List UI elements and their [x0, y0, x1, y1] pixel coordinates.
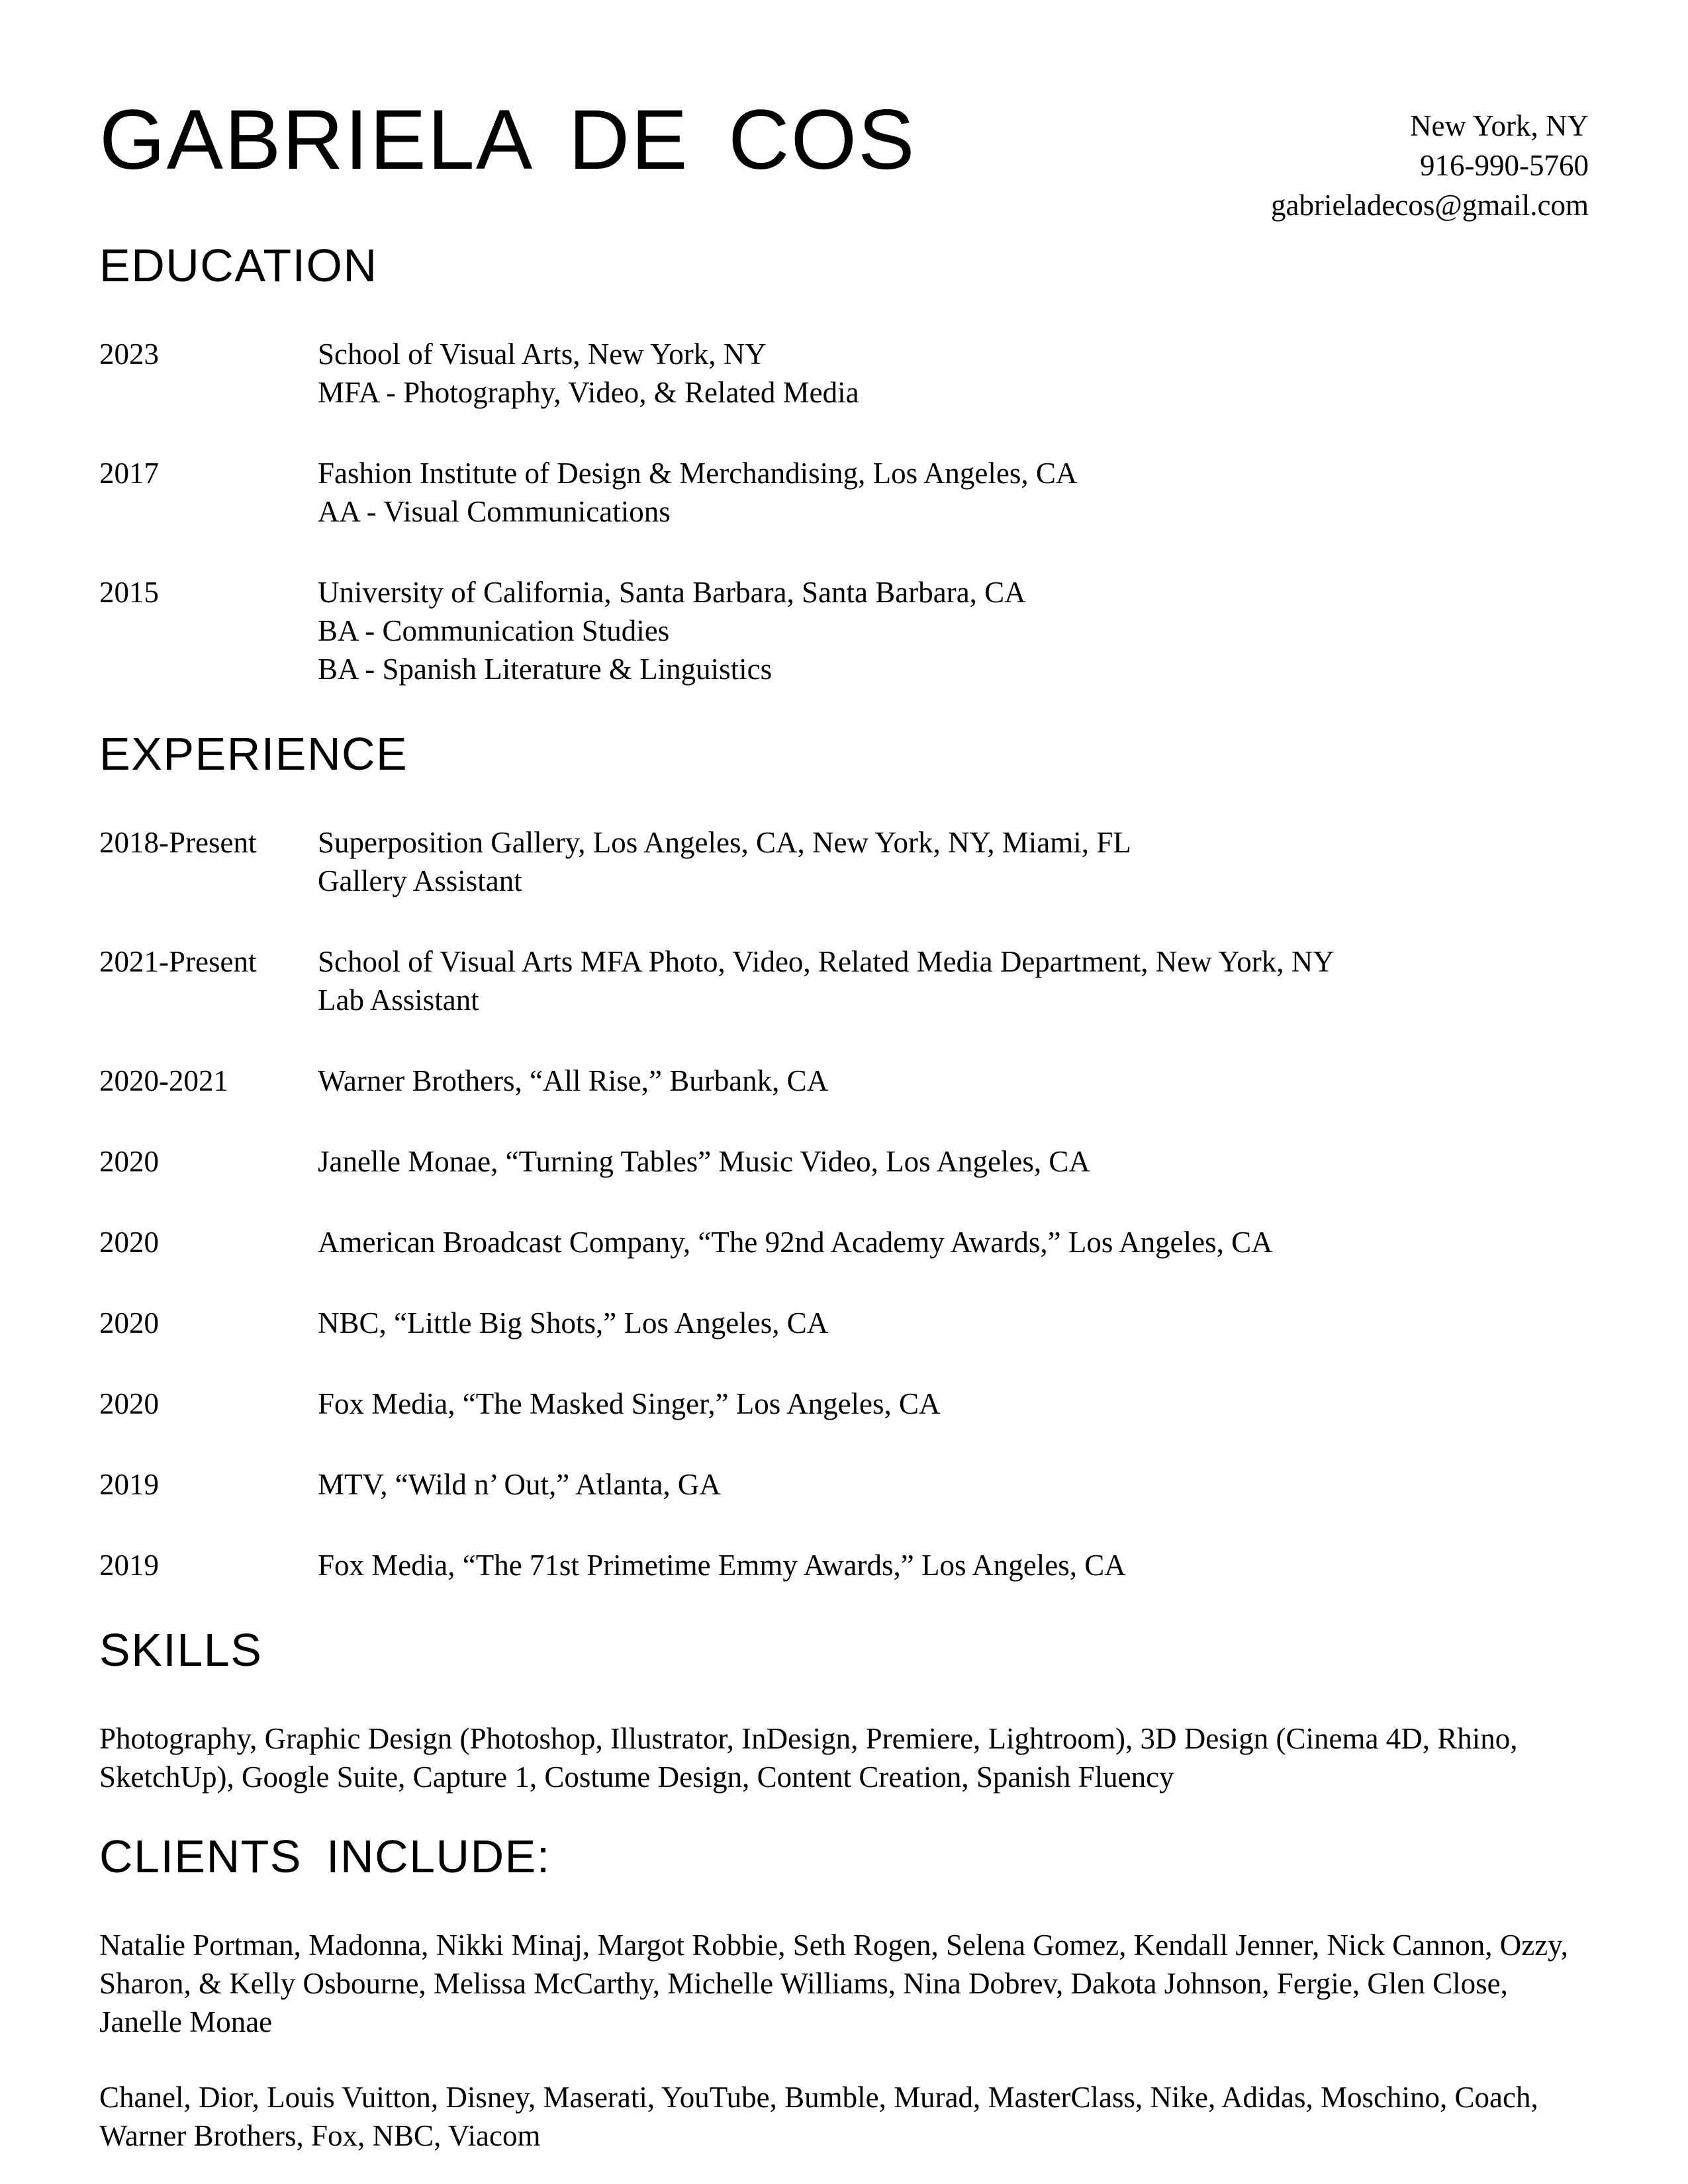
entry-year: 2021-Present: [99, 945, 257, 978]
experience-entry: [99, 1142, 1589, 1181]
section-title-education: EDUCATION: [99, 240, 378, 291]
experience-entry: [99, 1223, 1589, 1261]
entry-details: [318, 1546, 1589, 1584]
entry-year: 2020: [99, 1226, 159, 1259]
experience-entry: [99, 1304, 1589, 1342]
skills-text: Photography, Graphic Design (Photoshop, Illustrator, InDesign, Premiere, Lightroom), 3D Design (Cinema 4D, Rhino, SketchUp), Google Suite, Capture 1, Costume Design, Content Creation, Spanish Fluency: [99, 1722, 1518, 1794]
section-title-clients: CLIENTS INCLUDE:: [99, 1831, 551, 1882]
entry-year: 2019: [99, 1549, 159, 1582]
entry-line: BA - Spanish Literature & Linguistics: [318, 653, 773, 686]
entry-line: NBC, “Little Big Shots,” Los Angeles, CA: [318, 1306, 829, 1340]
entry-year: 2020: [99, 1306, 159, 1340]
entry-details: [318, 454, 1589, 531]
experience-entry: [99, 1385, 1589, 1423]
entry-line: Fox Media, “The 71st Primetime Emmy Awards,” Los Angeles, CA: [318, 1549, 1126, 1582]
entry-details: [318, 823, 1589, 900]
entry-line: School of Visual Arts MFA Photo, Video, Related Media Department, New York, NY: [318, 945, 1335, 978]
entry-line: BA - Communication Studies: [318, 614, 670, 647]
entry-line: School of Visual Arts, New York, NY: [318, 338, 767, 371]
education-entry: [99, 454, 1589, 531]
contact-phone: 916-990-5760: [1420, 149, 1589, 182]
entry-year: 2015: [99, 576, 159, 609]
entry-details: [318, 1062, 1589, 1100]
header: [99, 93, 1589, 225]
clients-celebrities: Natalie Portman, Madonna, Nikki Minaj, Margot Robbie, Seth Rogen, Selena Gomez, Kendall Jenner, Nick Cannon, Ozzy, Sharon, & Kelly Osbourne, Melissa McCarthy, Michelle Williams, Nina Dobrev, Dakota Johnson, Fergie, Glen Close, Janelle Monae: [99, 1929, 1568, 2038]
entry-year: 2017: [99, 457, 159, 490]
clients-brands: Chanel, Dior, Louis Vuitton, Disney, Maserati, YouTube, Bumble, Murad, MasterClass, Nike, Adidas, Moschino, Coach, Warner Brothers, Fox, NBC, Viacom: [99, 2081, 1538, 2152]
entry-line: Superposition Gallery, Los Angeles, CA, New York, NY, Miami, FL: [318, 826, 1131, 859]
entry-line: Fox Media, “The Masked Singer,” Los Angeles, CA: [318, 1387, 941, 1420]
entry-line: MFA - Photography, Video, & Related Media: [318, 376, 859, 409]
contact-email: gabrieladecos@gmail.com: [1270, 189, 1589, 222]
entry-line: Gallery Assistant: [318, 864, 522, 897]
experience-entry: [99, 1465, 1589, 1504]
section-title-skills: SKILLS: [99, 1624, 263, 1676]
entry-line: Janelle Monae, “Turning Tables” Music Video, Los Angeles, CA: [318, 1145, 1090, 1178]
section-title-experience: EXPERIENCE: [99, 728, 408, 780]
entry-details: [318, 1465, 1589, 1504]
entry-year: 2020: [99, 1145, 159, 1178]
entry-line: Fashion Institute of Design & Merchandising, Los Angeles, CA: [318, 457, 1078, 490]
experience-entry: [99, 1546, 1589, 1584]
entry-line: University of California, Santa Barbara, Santa Barbara, CA: [318, 576, 1026, 609]
experience-entry: [99, 942, 1589, 1019]
entry-line: Lab Assistant: [318, 983, 479, 1017]
experience-entry: [99, 1062, 1589, 1100]
entry-details: [318, 1304, 1589, 1342]
entry-details: [318, 573, 1589, 688]
education-entry: [99, 573, 1589, 688]
contact-block: [1271, 98, 1589, 225]
entry-year: 2020: [99, 1387, 159, 1420]
education-entry: [99, 335, 1589, 412]
entry-year: 2023: [99, 338, 159, 371]
entry-year: 2019: [99, 1468, 159, 1501]
entry-line: AA - Visual Communications: [318, 495, 671, 528]
entry-details: [318, 942, 1589, 1019]
entry-details: [318, 1223, 1589, 1261]
entry-details: [318, 1385, 1589, 1423]
entry-details: [318, 335, 1589, 412]
experience-entry: [99, 823, 1589, 900]
entry-year: 2018-Present: [99, 826, 257, 859]
entry-line: American Broadcast Company, “The 92nd Academy Awards,” Los Angeles, CA: [318, 1226, 1273, 1259]
entry-details: [318, 1142, 1589, 1181]
contact-location: New York, NY: [1409, 109, 1589, 142]
entry-line: Warner Brothers, “All Rise,” Burbank, CA: [318, 1064, 829, 1097]
entry-line: MTV, “Wild n’ Out,” Atlanta, GA: [318, 1468, 721, 1501]
person-name: GABRIELA DE COS: [99, 93, 916, 187]
entry-year: 2020-2021: [99, 1064, 228, 1097]
